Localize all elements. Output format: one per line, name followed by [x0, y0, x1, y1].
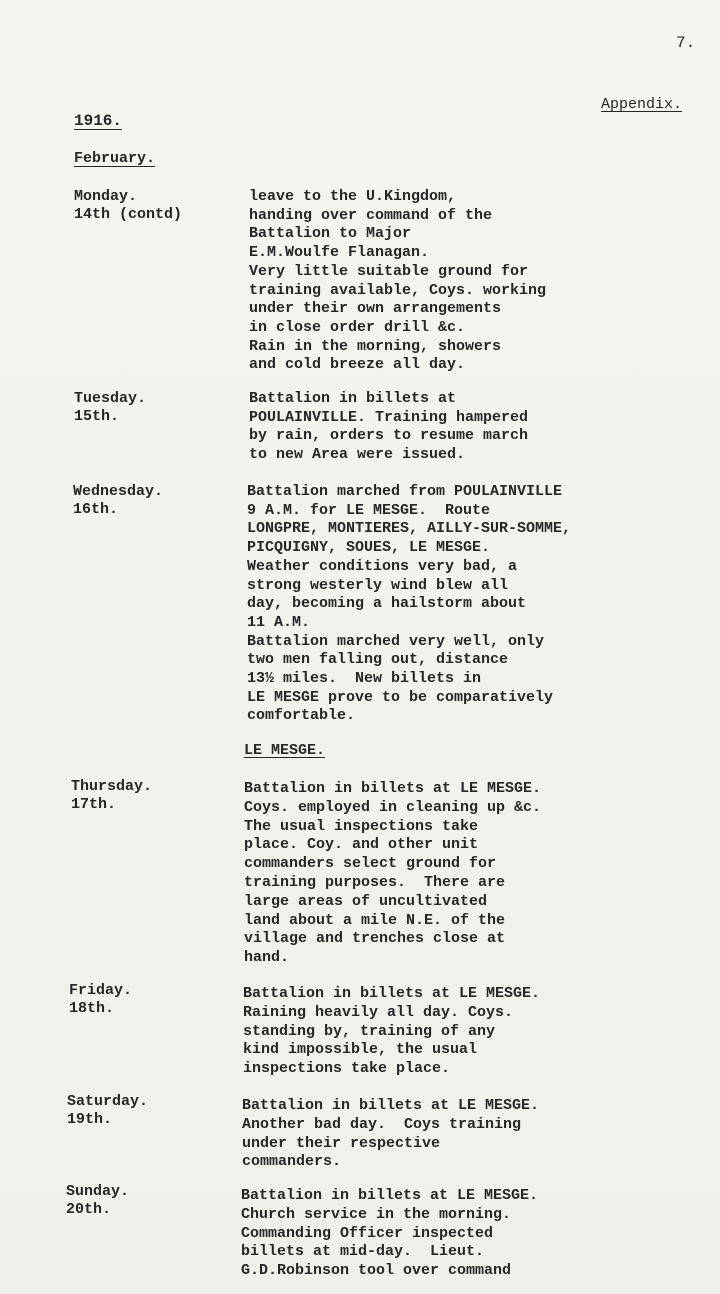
entry-date: 16th. — [73, 501, 119, 518]
entry-text-line: strong westerly wind blew all — [247, 576, 509, 594]
entry-text-line: large areas of uncultivated — [244, 892, 488, 910]
year-heading: 1916. — [74, 112, 123, 130]
entry-day: Saturday. — [67, 1093, 149, 1110]
entry-text-line: day, becoming a hailstorm about — [247, 595, 527, 613]
entry-text-line: kind impossible, the usual — [243, 1041, 478, 1059]
location-heading: LE MESGE. — [244, 742, 326, 759]
month-heading: February. — [74, 150, 156, 167]
entry-text-line: Another bad day. Coys training — [242, 1115, 522, 1133]
entry-text-line: Battalion to Major — [249, 225, 412, 243]
entry-text-line: Coys. employed in cleaning up &c. — [244, 798, 542, 816]
entry-text-line: two men falling out, distance — [247, 651, 509, 669]
entry-text-line: in close order drill &c. — [249, 318, 466, 336]
entry-text-line: under their respective — [242, 1134, 441, 1152]
entry-date: 20th. — [66, 1201, 112, 1218]
entry-text-line: PICQUIGNY, SOUES, LE MESGE. — [247, 539, 491, 557]
entry-text-line: 9 A.M. for LE MESGE. Route — [247, 501, 491, 519]
entry-text-line: handing over command of the — [249, 206, 493, 224]
entry-text-line: E.M.Woulfe Flanagan. — [249, 244, 430, 262]
entry-text-line: Battalion in billets at LE MESGE. — [241, 1187, 539, 1204]
entry-text-line: Battalion in billets at LE MESGE. — [242, 1097, 540, 1114]
entry-date: 18th. — [69, 1000, 115, 1017]
entry-text-line: Battalion in billets at LE MESGE. — [243, 985, 541, 1002]
entry-text-line: Rain in the morning, showers — [249, 337, 502, 355]
entry-text-line: leave to the U.Kingdom, — [249, 188, 457, 205]
entry-text-line: commanders. — [242, 1153, 342, 1171]
entry-text-line: Very little suitable ground for — [249, 262, 529, 280]
entry-text-line: land about a mile N.E. of the — [244, 911, 506, 929]
entry-day: Tuesday. — [74, 390, 147, 407]
entry-text-line: and cold breeze all day. — [249, 356, 466, 374]
entry-text-line: training purposes. There are — [244, 874, 506, 891]
entry-day: Friday. — [69, 982, 133, 999]
entry-text-line: Church service in the morning. — [241, 1205, 512, 1223]
entry-day: Monday. — [74, 188, 138, 205]
entry-text-line: by rain, orders to resume march — [249, 427, 529, 445]
entry-text-line: Raining heavily all day. Coys. — [243, 1003, 514, 1021]
entry-text-line: hand. — [244, 949, 290, 967]
entry-date: 15th. — [74, 408, 120, 425]
entry-text-line: Commanding Officer inspected — [241, 1224, 494, 1242]
entry-text-line: 13½ miles. New billets in — [247, 670, 482, 687]
appendix-label: Appendix. — [601, 96, 683, 113]
entry-day: Wednesday. — [73, 483, 164, 500]
entry-day: Thursday. — [71, 778, 153, 795]
entry-text-line: under their own arrangements — [249, 300, 502, 318]
entry-text-line: standing by, training of any — [243, 1022, 496, 1040]
entry-text-line: inspections take place. — [243, 1060, 451, 1078]
entry-text-line: Battalion marched from POULAINVILLE — [247, 483, 563, 500]
entry-text-line: 11 A.M. — [247, 613, 311, 631]
entry-date: 17th. — [71, 796, 117, 813]
entry-date: 14th (contd) — [74, 206, 183, 223]
entry-text-line: Battalion in billets at LE MESGE. — [244, 780, 542, 797]
entry-text-line: LONGPRE, MONTIERES, AILLY-SUR-SOMME, — [247, 520, 572, 538]
entry-text-line: The usual inspections take — [244, 817, 479, 835]
entry-date: 19th. — [67, 1111, 113, 1128]
entry-text-line: comfortable. — [247, 707, 356, 725]
entry-day: Sunday. — [66, 1183, 130, 1200]
page-number: 7. — [676, 34, 696, 52]
entry-text-line: billets at mid-day. Lieut. — [241, 1243, 485, 1261]
entry-text-line: Battalion marched very well, only — [247, 632, 545, 650]
entry-text-line: place. Coy. and other unit — [244, 836, 479, 854]
entry-text-line: village and trenches close at — [244, 930, 506, 948]
entry-text-line: Battalion in billets at — [249, 390, 457, 407]
entry-text-line: LE MESGE prove to be comparatively — [247, 688, 554, 706]
entry-text-line: commanders select ground for — [244, 855, 497, 873]
entry-text-line: POULAINVILLE. Training hampered — [249, 408, 529, 426]
entry-text-line: training available, Coys. working — [249, 281, 547, 299]
entry-text-line: to new Area were issued. — [249, 446, 466, 464]
entry-text-line: Weather conditions very bad, a — [247, 557, 518, 575]
entry-text-line: G.D.Robinson tool over command — [241, 1262, 512, 1280]
